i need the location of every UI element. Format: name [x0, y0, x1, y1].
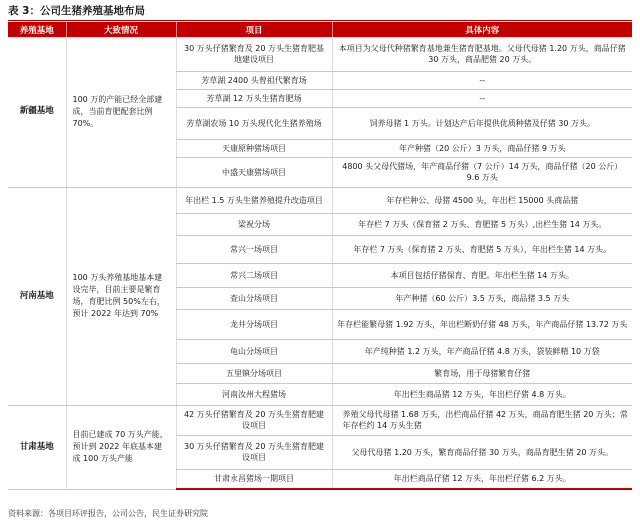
project-name: 查山分场项目	[176, 287, 332, 309]
header-project: 项目	[176, 22, 332, 37]
base-overview: 100 万的产能已经全部建成，当前育肥配套比例 70%。	[66, 37, 176, 187]
farm-layout-table	[8, 22, 632, 490]
table-header-row	[8, 22, 632, 37]
title-rule	[8, 20, 632, 21]
base-name: 新疆基地	[8, 37, 66, 187]
project-name: 甘肃永昌猪场一期项目	[176, 469, 332, 489]
base-name: 甘肃基地	[8, 405, 66, 489]
project-name: 年出栏 1.5 万头生猪养殖提升改造项目	[176, 187, 332, 213]
base-overview: 100 万头养殖基地基本建设完毕，目前主要是繁育场，育肥比例 50%左右，预计 2022 年达到 70%	[66, 187, 176, 405]
project-name: 天康原种猪场项目	[176, 139, 332, 157]
table-row	[8, 187, 632, 213]
project-content: 年存栏 7 万头（保育猪 2 万头、育肥猪 5 万头），年出栏生猪 14 万头。	[332, 235, 632, 263]
base-overview: 目前已建成 70 万头产能，预计到 2022 年底基本建成 100 万头产能	[66, 405, 176, 489]
project-name: 中盛天康猪场项目	[176, 157, 332, 187]
project-content: 年存栏 7 万头（保育猪 2 万头、育肥猪 5 万头）,出栏生猪 14 万头。	[332, 213, 632, 235]
table-title: 表 3：公司生猪养殖基地布局	[8, 5, 145, 17]
project-content: 年出栏商品仔猪 12 万头，年出栏仔猪 6.2 万头。	[332, 469, 632, 489]
project-content: 年出栏生商品猪 12 万头，年出栏仔猪 4.8 万头。	[332, 383, 632, 405]
header-overview: 大致情况	[66, 22, 176, 37]
header-content: 具体内容	[332, 22, 632, 37]
project-name: 常兴一场项目	[176, 235, 332, 263]
table-row	[8, 37, 632, 71]
project-content: 养殖父母代母猪 1.68 万头，出栏商品仔猪 42 万头，商品育肥生猪 20 万头；常年存栏约 14 万头生猪	[332, 405, 632, 435]
project-name: 30 万头仔猪繁育及 20 万头生猪育肥建设项目	[176, 435, 332, 469]
project-name: 芳草湖 12 万头生猪育肥场	[176, 89, 332, 107]
project-content: 父母代母猪 1.20 万头，繁育商品仔猪 30 万头，商品育肥生猪 20 万头。	[332, 435, 632, 469]
source-note: 资料来源：各项目环评报告，公司公告，民生证券研究院	[8, 509, 208, 518]
project-name: 42 万头仔猪繁育及 20 万头生猪育肥建设项目	[176, 405, 332, 435]
project-name: 常兴二场项目	[176, 263, 332, 287]
project-name: 龟山分场项目	[176, 339, 332, 363]
base-name: 河南基地	[8, 187, 66, 405]
project-content: 4800 头父母代猪场，年产商品仔猪（7 公斤）14 万头，商品仔猪（20 公斤）9.6 万头	[332, 157, 632, 187]
project-content: 本项目包括仔猪保育、育肥。年出栏生猪 14 万头。	[332, 263, 632, 287]
project-content: 年存栏能繁母猪 1.92 万头，年出栏断奶仔猪 48 万头，年产商品仔猪 13.72 万头	[332, 309, 632, 339]
project-name: 五里镇分场项目	[176, 363, 332, 383]
project-name: 龙井分场项目	[176, 309, 332, 339]
table-row	[8, 405, 632, 435]
project-name: 芳草湖农场 10 万头现代化生猪养殖场	[176, 107, 332, 139]
project-content: 年产纯种猪 1.2 万头，年产商品仔猪 4.8 万头，袋装鲜精 10 万袋	[332, 339, 632, 363]
project-content: 饲养母猪 1 万头。计划达产后年提供优质种猪及仔猪 30 万头。	[332, 107, 632, 139]
project-name: 梁祝分场	[176, 213, 332, 235]
project-name: 河南汝州大程猪场	[176, 383, 332, 405]
project-content: --	[332, 89, 632, 107]
project-content: 年产种猪（20 公斤）3 万头，商品仔猪 9 万头	[332, 139, 632, 157]
project-content: 繁育场，用于母猪繁育仔猪	[332, 363, 632, 383]
project-content: 本项目为父母代种猪繁育基地兼生猪育肥基地。父母代母猪 1.20 万头，商品仔猪 30 万头，商品肥猪 20 万头。	[332, 37, 632, 71]
project-content: --	[332, 71, 632, 89]
header-base: 养殖基地	[8, 22, 66, 37]
project-content: 年存栏种公、母猪 4500 头，年出栏 15000 头商品猪	[332, 187, 632, 213]
project-content: 年产种猪（60 公斤）3.5 万头，商品猪 3.5 万头	[332, 287, 632, 309]
project-name: 30 万头仔猪繁育及 20 万头生猪育肥基地建设项目	[176, 37, 332, 71]
project-name: 芳草湖 2400 头曾祖代繁育场	[176, 71, 332, 89]
